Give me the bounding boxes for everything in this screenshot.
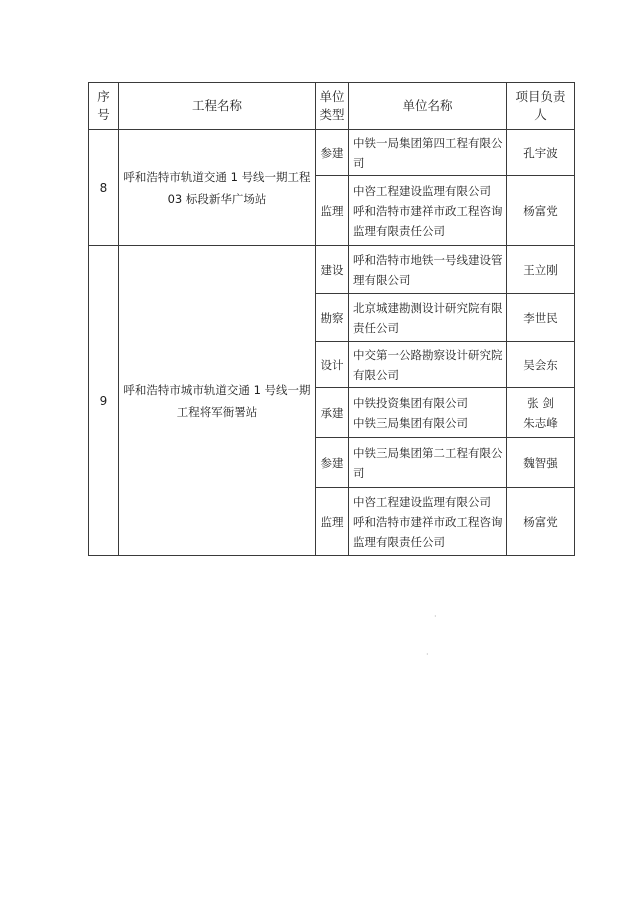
unit-name-line: 中咨工程建设监理有限公司 [353, 494, 491, 509]
project-manager: 李世民 [507, 294, 575, 342]
unit-name-line: 北京城建勘测设计研究院有限责任公司 [353, 300, 503, 335]
header-no: 序号 [89, 83, 119, 130]
project-number: 9 [89, 246, 119, 556]
project-manager [507, 388, 575, 438]
project-manager-line: 朱志峰 [523, 415, 558, 430]
unit-type: 监理 [316, 176, 349, 246]
unit-name [349, 388, 507, 438]
project-manager: 吴会东 [507, 342, 575, 388]
header-project-manager: 项目负责人 [507, 83, 575, 130]
table-row [89, 130, 575, 176]
table-row [89, 246, 575, 294]
table-header-row [89, 83, 575, 130]
project-manager: 杨富党 [507, 488, 575, 556]
project-name: 呼和浩特市轨道交通 1 号线一期工程 03 标段新华广场站 [119, 130, 316, 246]
unit-name [349, 342, 507, 388]
project-name: 呼和浩特市城市轨道交通 1 号线一期工程将军衙署站 [119, 246, 316, 556]
unit-name-line: 中铁三局集团有限公司 [353, 415, 468, 430]
unit-name [349, 488, 507, 556]
project-manager: 孔宇波 [507, 130, 575, 176]
unit-name-line: 中铁三局集团第二工程有限公司 [353, 445, 503, 480]
unit-name [349, 246, 507, 294]
header-project-name: 工程名称 [119, 83, 316, 130]
scan-speck: · [426, 650, 429, 659]
unit-name [349, 130, 507, 176]
project-manager-line: 张 剑 [527, 395, 554, 410]
unit-type: 监理 [316, 488, 349, 556]
unit-name-line: 中铁一局集团第四工程有限公司 [353, 135, 503, 170]
unit-name-line: 呼和浩特市地铁一号线建设管理有限公司 [353, 252, 503, 287]
project-manager: 魏智强 [507, 438, 575, 488]
project-manager: 王立刚 [507, 246, 575, 294]
unit-type: 建设 [316, 246, 349, 294]
project-manager: 杨富党 [507, 176, 575, 246]
scan-speck: · [434, 612, 437, 621]
header-unit-type: 单位类型 [316, 83, 349, 130]
unit-name [349, 294, 507, 342]
unit-name-line: 呼和浩特市建祥市政工程咨询监理有限责任公司 [353, 514, 503, 549]
unit-name-line: 呼和浩特市建祥市政工程咨询监理有限责任公司 [353, 203, 503, 238]
header-unit-name: 单位名称 [349, 83, 507, 130]
unit-type: 勘察 [316, 294, 349, 342]
unit-name-line: 中交第一公路勘察设计研究院有限公司 [353, 347, 503, 382]
unit-name [349, 176, 507, 246]
unit-type: 参建 [316, 130, 349, 176]
project-roster-table [88, 82, 575, 556]
unit-name-line: 中铁投资集团有限公司 [353, 395, 468, 410]
project-number: 8 [89, 130, 119, 246]
unit-name [349, 438, 507, 488]
unit-type: 设计 [316, 342, 349, 388]
unit-type: 参建 [316, 438, 349, 488]
unit-name-line: 中咨工程建设监理有限公司 [353, 183, 491, 198]
unit-type: 承建 [316, 388, 349, 438]
